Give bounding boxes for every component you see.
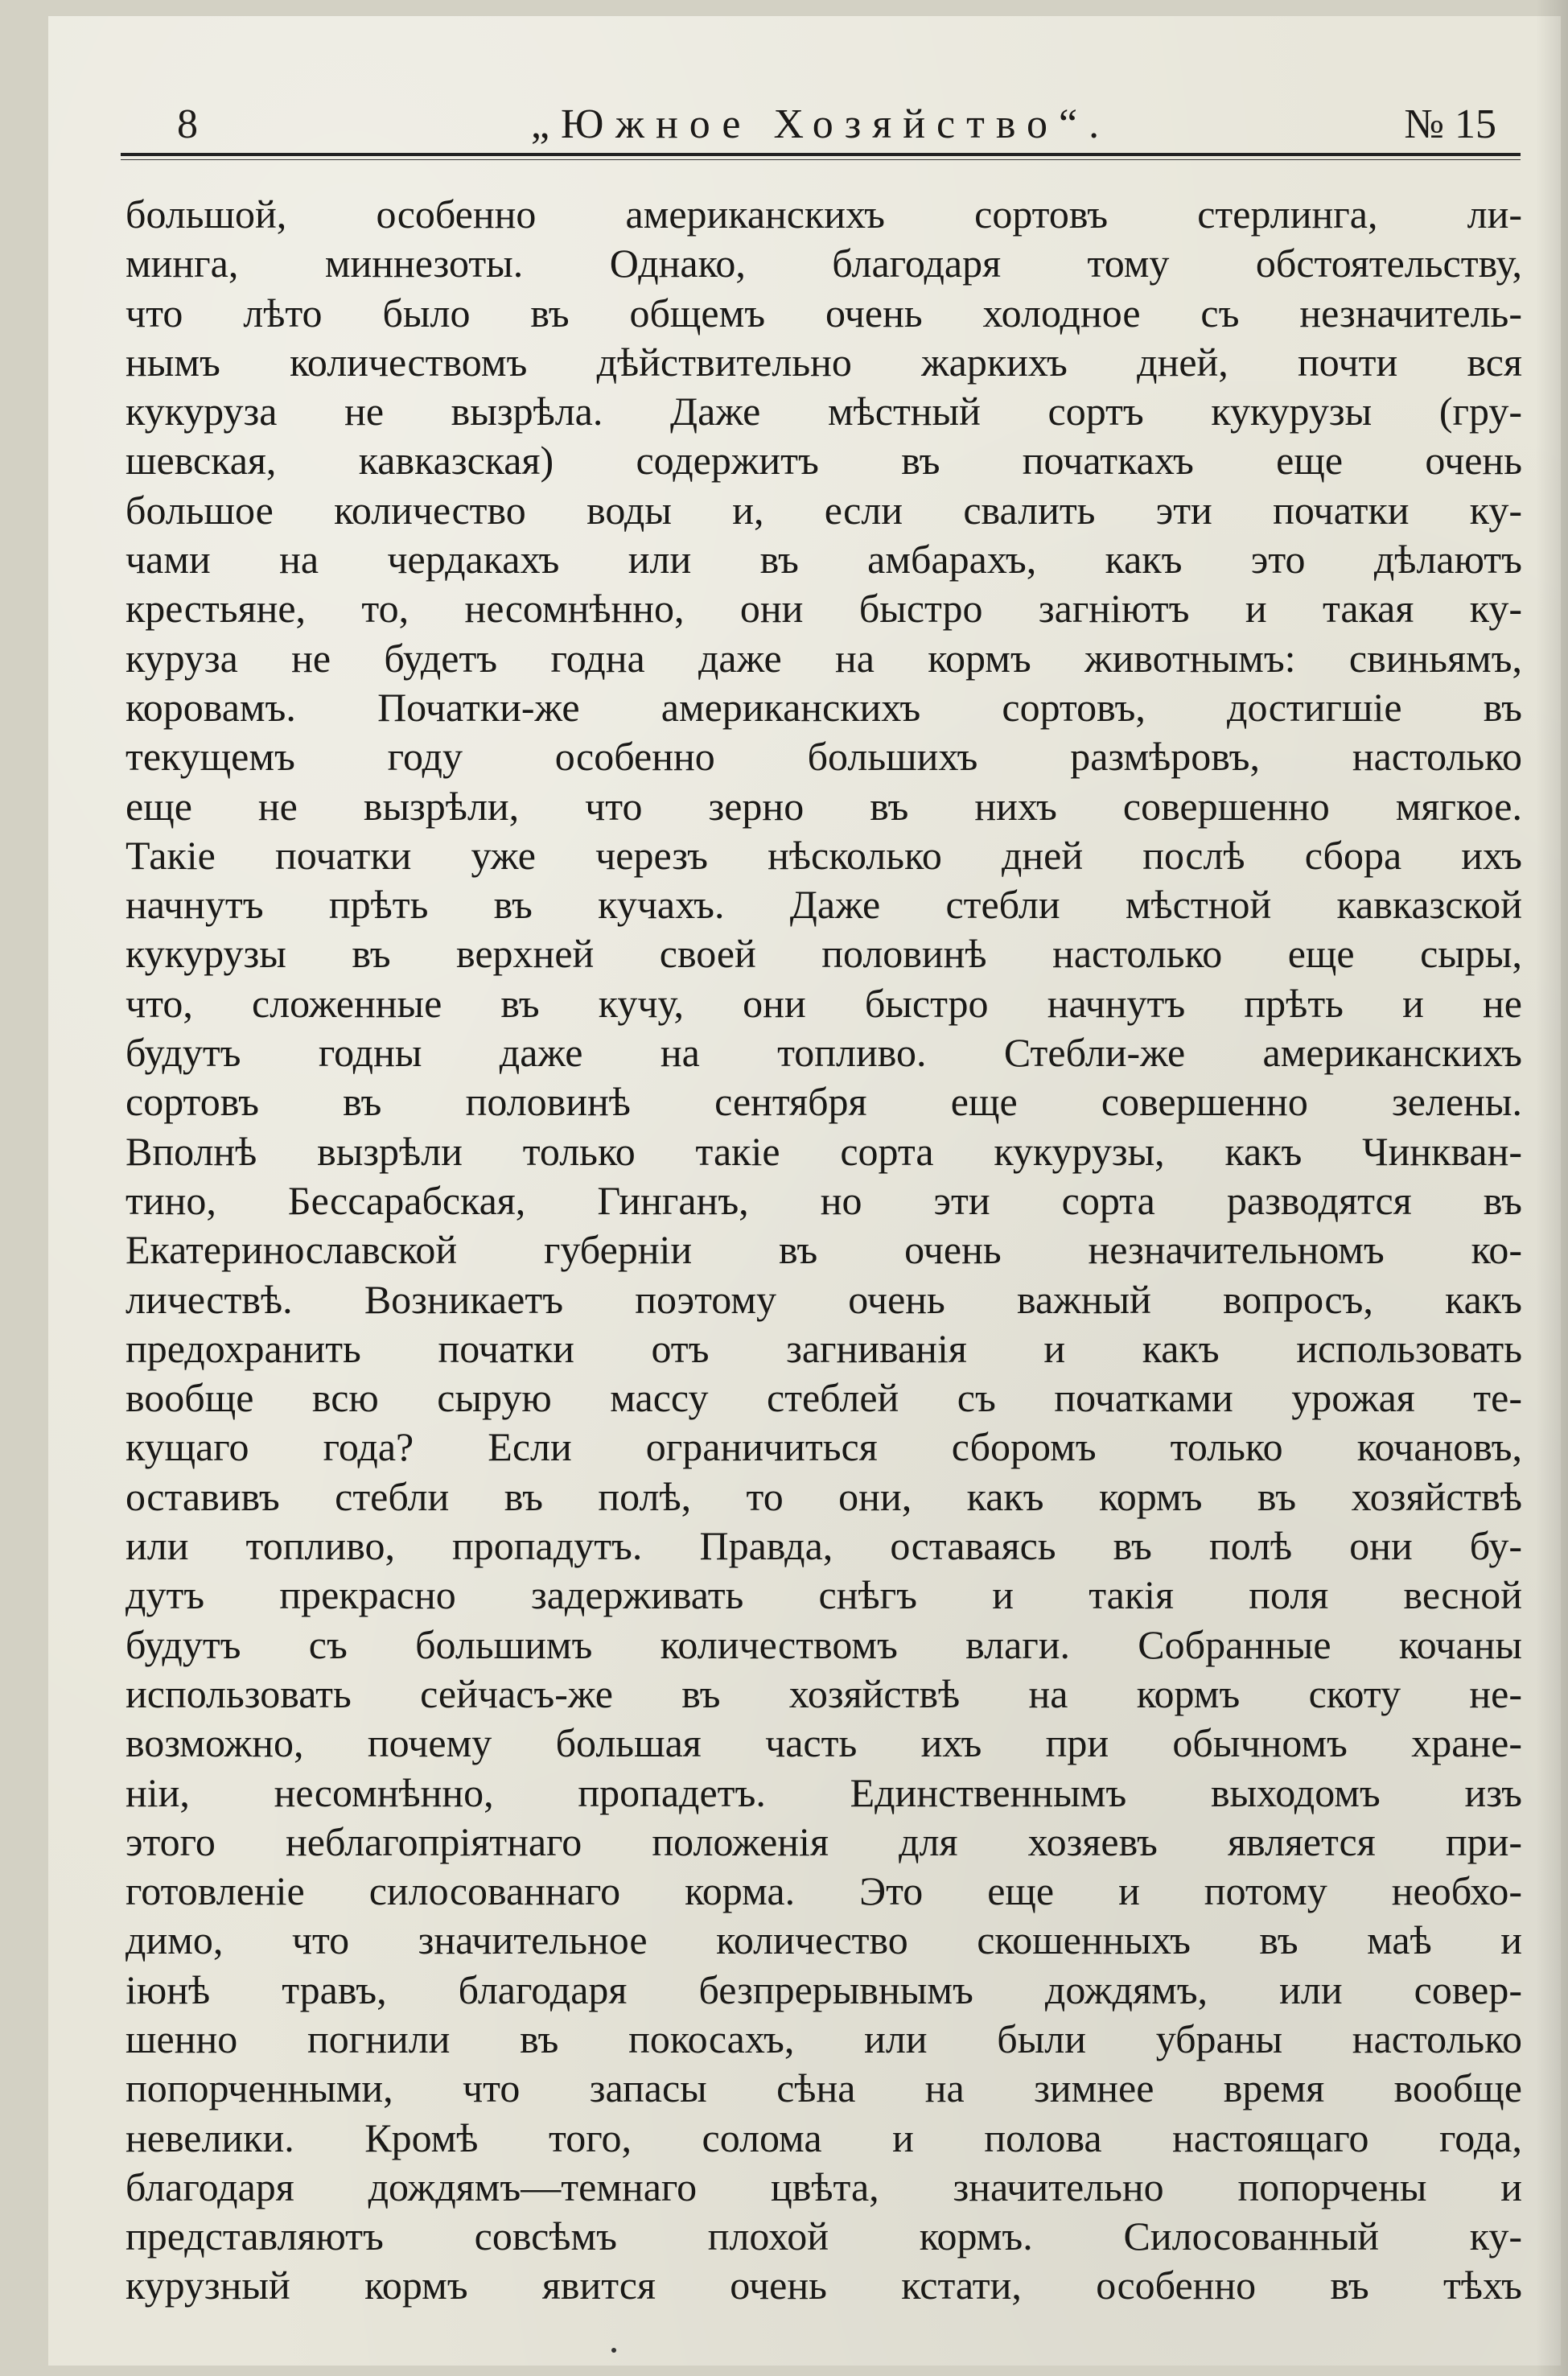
text-line: кукуруза не вызрѣла. Даже мѣстный сортъ кукурузы (гру-: [126, 389, 1522, 434]
text-line: еще не вызрѣли, что зерно въ нихъ совершенно мягкое.: [126, 783, 1522, 829]
text-line: Вполнѣ вызрѣли только такіе сорта кукурузы, какъ Чинкван-: [126, 1128, 1522, 1174]
text-line: куруза не будетъ годна даже на кормъ животнымъ: свиньямъ,: [126, 635, 1522, 681]
text-line: минга, миннезоты. Однако, благодаря тому обстоятельству,: [126, 241, 1522, 286]
text-line: коровамъ. Початки-же американскихъ сортовъ, достигшіе въ: [126, 684, 1522, 730]
text-line: этого неблагопріятнаго положенія для хозяевъ является при-: [126, 1818, 1522, 1864]
body-text: [126, 190, 1522, 2311]
header-rule-thin: [121, 159, 1521, 160]
text-line: будутъ съ большимъ количествомъ влаги. Собранные кочаны: [126, 1621, 1522, 1667]
text-line: представляютъ совсѣмъ плохой кормъ. Силосованный ку-: [126, 2213, 1522, 2259]
text-line: что лѣто было въ общемъ очень холодное съ незначитель-: [126, 290, 1522, 336]
text-line: предохранить початки отъ загниванія и какъ использовать: [126, 1325, 1522, 1371]
text-line: невелики. Кромѣ того, солома и полова настоящаго года,: [126, 2115, 1522, 2160]
text-line: дутъ прекрасно задерживать снѣгъ и такія поля весной: [126, 1572, 1522, 1618]
text-line: кущаго года? Если ограничиться сборомъ только кочановъ,: [126, 1424, 1522, 1470]
text-line: возможно, почему большая часть ихъ при обычномъ хране-: [126, 1720, 1522, 1766]
text-line: кукурузы въ верхней своей половинѣ настолько еще сыры,: [126, 931, 1522, 977]
text-line: готовленіе силосованнаго корма. Это еще и потому необхо-: [126, 1868, 1522, 1914]
text-line: оставивъ стебли въ полѣ, то они, какъ кормъ въ хозяйствѣ: [126, 1473, 1522, 1519]
text-line: шенно погнили въ покосахъ, или были убраны настолько: [126, 2016, 1522, 2061]
text-line: использовать сейчасъ-же въ хозяйствѣ на кормъ скоту не-: [126, 1670, 1522, 1716]
text-line: или топливо, пропадутъ. Правда, оставаясь въ полѣ они бу-: [126, 1523, 1522, 1569]
journal-title: „Южное Хозяйство“.: [530, 101, 1111, 147]
text-line: начнутъ прѣть въ кучахъ. Даже стебли мѣстной кавказской: [126, 882, 1522, 928]
text-line: благодаря дождямъ—темнаго цвѣта, значительно попорчены и: [126, 2164, 1522, 2209]
page-edge-shadow: [1536, 0, 1568, 2376]
text-line: димо, что значительное количество скошенныхъ въ маѣ и: [126, 1917, 1522, 1963]
text-line: текущемъ году особенно большихъ размѣровъ, настолько: [126, 734, 1522, 780]
text-line: большое количество воды и, если свалить эти початки ку-: [126, 487, 1522, 533]
text-line: ніи, несомнѣнно, пропадетъ. Единственнымъ выходомъ изъ: [126, 1769, 1522, 1815]
running-header: [121, 97, 1521, 161]
issue-number: № 15: [1404, 101, 1496, 147]
text-line: что, сложенные въ кучу, они быстро начнутъ прѣть и не: [126, 980, 1522, 1026]
text-line: нымъ количествомъ дѣйствительно жаркихъ дней, почти вся: [126, 339, 1522, 385]
text-line: чами на чердакахъ или въ амбарахъ, какъ это дѣлаютъ: [126, 537, 1522, 583]
text-line: личествѣ. Возникаетъ поэтому очень важный вопросъ, какъ: [126, 1276, 1522, 1322]
text-line: крестьяне, то, несомнѣнно, они быстро загніютъ и такая ку-: [126, 586, 1522, 632]
text-line: іюнѣ травъ, благодаря безпрерывнымъ дождямъ, или совер-: [126, 1966, 1522, 2012]
text-line: будутъ годны даже на топливо. Стебли-же американскихъ: [126, 1030, 1522, 1076]
print-speck: [611, 2348, 616, 2353]
text-line: шевская, кавказская) содержитъ въ початкахъ еще очень: [126, 438, 1522, 484]
text-line: тино, Бессарабская, Гинганъ, но эти сорта разводятся въ: [126, 1177, 1522, 1223]
text-line: Екатеринославской губерніи въ очень незначительномъ ко-: [126, 1227, 1522, 1273]
text-line: попорченными, что запасы сѣна на зимнее время вообще: [126, 2065, 1522, 2111]
text-line: Такіе початки уже черезъ нѣсколько дней послѣ сбора ихъ: [126, 832, 1522, 878]
page-number: 8: [177, 101, 198, 147]
text-line: большой, особенно американскихъ сортовъ стерлинга, ли-: [126, 191, 1522, 237]
text-line: сортовъ въ половинѣ сентября еще совершенно зелены.: [126, 1079, 1522, 1125]
text-line: курузный кормъ явится очень кстати, особенно въ тѣхъ: [126, 2263, 1522, 2308]
text-line: вообще всю сырую массу стеблей съ початками урожая те-: [126, 1375, 1522, 1421]
header-rule: [121, 153, 1521, 156]
